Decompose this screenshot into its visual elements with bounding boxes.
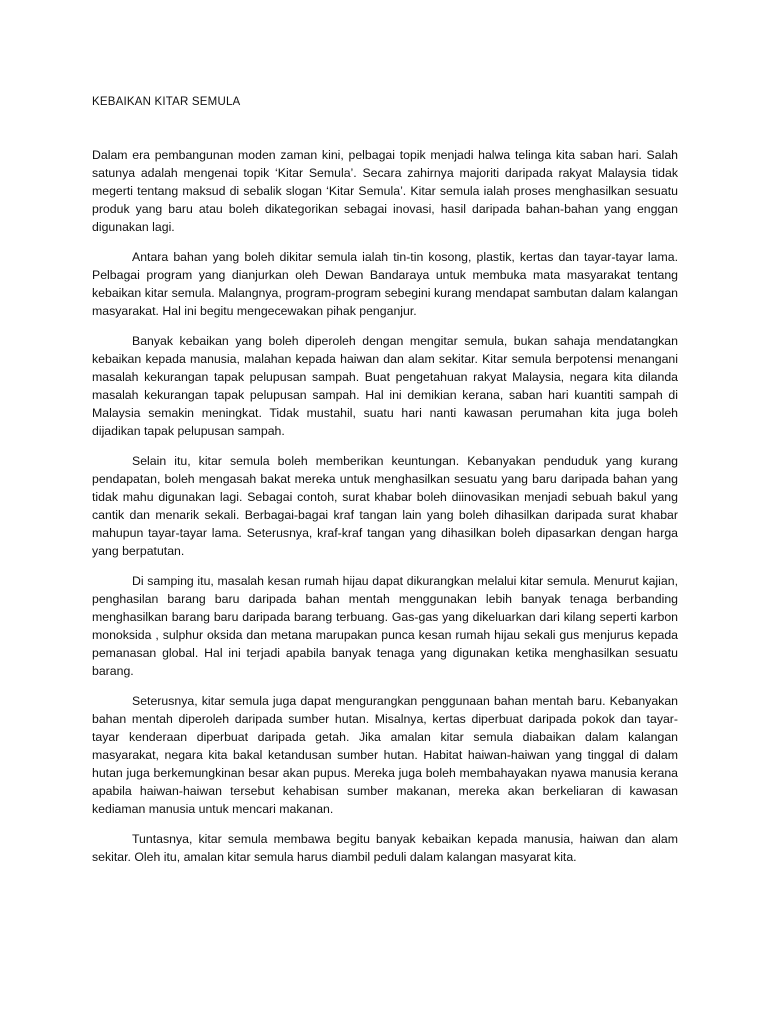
paragraph-greenhouse: Di samping itu, masalah kesan rumah hijau dapat dikurangkan melalui kitar semula. Menurut kajian, penghasilan barang baru daripada bahan mentah menggunakan lebih banyak tenaga berbanding menghasilkan barang baru daripada barang terbuang. Gas-gas yang dikeluarkan dari kilang seperti karbon monoksida , sulphur oksida dan metana marupakan punca kesan rumah hijau sekali gus menjurus kepada pemanasan global. Hal ini terjadi apabila banyak tenaga yang digunakan ketika menghasilkan sesuatu barang. — [92, 574, 678, 678]
paragraph-introduction: Dalam era pembangunan moden zaman kini, pelbagai topik menjadi halwa telinga kita saban hari. Salah satunya adalah mengenai topik ‘Kitar Semula’. Secara zahirnya majoriti daripada rakyat Malaysia tidak megerti tentang maksud di sebalik slogan ‘Kitar Semula’. Kitar semula ialah proses menghasilkan sesuatu produk yang baru atau boleh dikategorikan sebagai inovasi, hasil daripada bahan-bahan yang enggan digunakan lagi. — [92, 148, 678, 234]
paragraph-conclusion: Tuntasnya, kitar semula membawa begitu banyak kebaikan kepada manusia, haiwan dan alam sekitar. Oleh itu, amalan kitar semula harus diambil peduli dalam kalangan masyarat kita. — [92, 832, 678, 864]
document-title: KEBAIKAN KITAR SEMULA — [92, 96, 241, 108]
paragraph-materials: Antara bahan yang boleh dikitar semula ialah tin-tin kosong, plastik, kertas dan tayar-tayar lama. Pelbagai program yang dianjurkan oleh Dewan Bandaraya untuk membuka mata masyarakat tentang kebaikan kitar semula. Malangnya, program-program sebegini kurang mendapat sambutan dalam kalangan masyarakat. Hal ini begitu mengecewakan pihak penganjur. — [92, 250, 678, 318]
paragraph-landfill: Banyak kebaikan yang boleh diperoleh dengan mengitar semula, bukan sahaja mendatangkan kebaikan kepada manusia, malahan kepada haiwan dan alam sekitar. Kitar semula berpotensi menangani masalah kekurangan tapak pelupusan sampah. Buat pengetahuan rakyat Malaysia, negara kita dilanda masalah kekurangan tapak pelupusan sampah. Hal ini demikian kerana, saban hari kuantiti sampah di Malaysia semakin meningkat. Tidak mustahil, suatu hari nanti kawasan perumahan kita juga boleh dijadikan tapak pelupusan sampah. — [92, 334, 678, 438]
document-body — [92, 146, 678, 878]
paragraph-raw-materials: Seterusnya, kitar semula juga dapat mengurangkan penggunaan bahan mentah baru. Kebanyakan bahan mentah diperoleh daripada sumber hutan. Misalnya, kertas diperbuat daripada pokok dan tayar-tayar kenderaan diperbuat daripada getah. Jika amalan kitar semula diabaikan dalam kalangan masyarakat, negara kita bakal ketandusan sumber hutan. Habitat haiwan-haiwan yang tinggal di dalam hutan juga berkemungkinan besar akan pupus. Mereka juga boleh membahayakan nyawa manusia kerana apabila haiwan-haiwan tersebut kehabisan sumber makanan, mereka akan berkeliaran di kawasan kediaman manusia untuk mencari makanan. — [92, 694, 678, 816]
paragraph-profit: Selain itu, kitar semula boleh memberikan keuntungan. Kebanyakan penduduk yang kurang pendapatan, boleh mengasah bakat mereka untuk menghasilkan sesuatu yang baru daripada bahan yang tidak mahu digunakan lagi. Sebagai contoh, surat khabar boleh diinovasikan menjadi sebuah bakul yang cantik dan menarik sekali. Berbagai-bagai kraf tangan lain yang boleh dihasilkan daripada surat khabar mahupun tayar-tayar lama. Seterusnya, kraf-kraf tangan yang dihasilkan boleh dipasarkan dengan harga yang berpatutan. — [92, 454, 678, 558]
